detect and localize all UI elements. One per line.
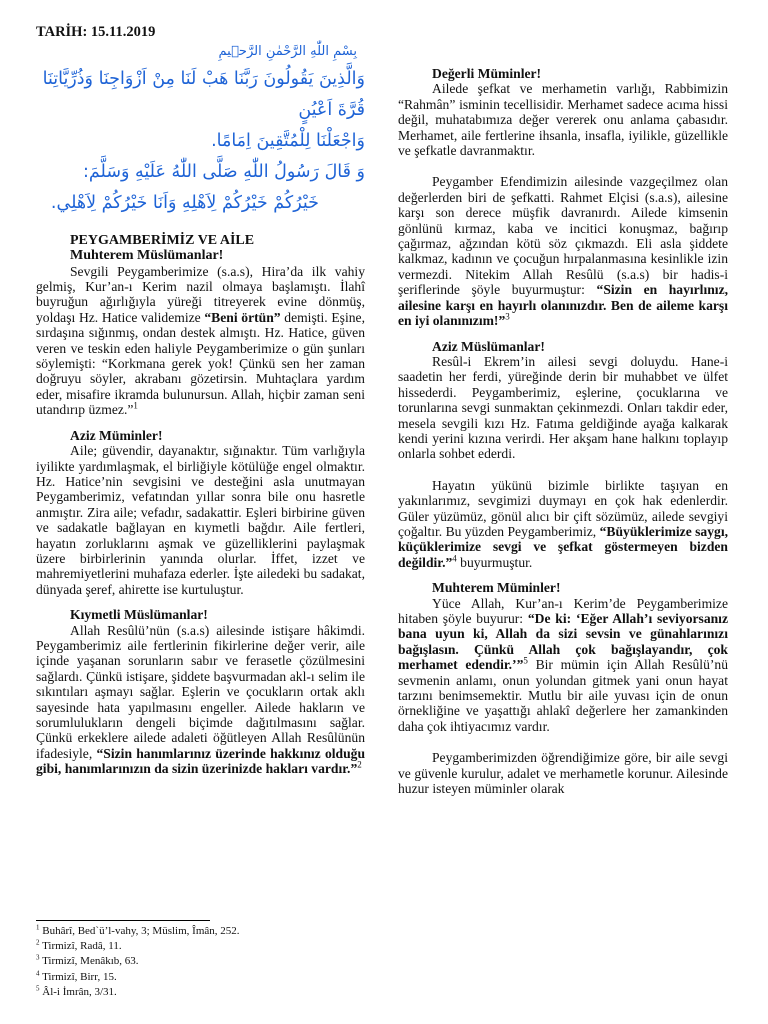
paragraph: Hayatın yükünü bizimle birlikte taşıyan en yakınlarımız, sevgimizi duymayı en çok hak edenlerdir. Güler yüzümüz, gönül alıcı bir çift sözümüz, ailede sevgiyi çoğaltır. Bu yüzden Peygamberimiz, “Büyüklerimize saygı, küçüklerimize sevgi ve şefkat göstermeyen bizden değildir.”$^4$ buyurmuştur. (398, 477, 728, 570)
section-heading: Aziz Müslümanlar! (432, 338, 545, 354)
section-heading: Muhterem Müminler! (432, 580, 561, 596)
paragraph: Peygamber Efendimizin ailesinde vazgeçilmez olan değerlerden biri de şefkatti. Rahmet Elçisi (s.a.s), ailesine karşı son derece müşfik davranırdı. Ailede kimsenin gönlünü kırmaz, kaba ve incitici konuşmaz, bağırıp çağırmaz, ağzından kötü söz çıkmazdı. Eli asla şiddete kalkmaz, kadının ve çocuğun hırpalanmasına kesinlikle izin vermezdi. Nitekim Allah Resûlü (s.a.s) bir hadis-i şeriflerinde şöyle buyurmuştur: “Sizin en hayırlınız, ailesine karşı en hayırlı olanınızdır. Ben de aileme karşı en iyi olanınızım!”$^3$ (398, 174, 729, 329)
footnote-ref: 1 (133, 400, 138, 411)
arabic-ayah-line-1: وَالَّذِينَ يَقُولُونَ رَبَّنَا هَبْ لَنَا مِنْ اَزْوَاجِنَا وَذُرِّيَّاتِنَا قُرَّةَ اَعْيُنٍ (42, 68, 365, 120)
arabic-block (36, 44, 365, 218)
footnotes (36, 924, 240, 1000)
paragraph: Resûl-i Ekrem’in ailesi sevgi doluydu. Hane-i saadetin her ferdi, yüreğinde derin bir muhabbet ve ülfet hissederdi. Peygamberimiz, eşlerine, çocuklarına ve torunlarına sevgi sunmaktan çekinmezdi. Onları takdir eder, mesela sevgili kızı Hz. Fatıma geldiğinde ayağa kalkarak kendi yerini kızına verirdi. Her akşam hane halkını toplayıp onlarla sohbet ederdi. (398, 353, 728, 462)
arabic-hadith-line-1: وَ قَالَ رَسُولُ اللّٰهِ صَلَّى اللّٰهُ عَلَيْهِ وَسَلَّمَ: (83, 161, 365, 182)
arabic-basmala: بِسْمِ اللّٰهِ الرَّحْمٰنِ الرَّح۪يمِ (218, 44, 357, 60)
paragraph: Yüce Allah, Kur’an-ı Kerim’de Peygamberimize hitaben şöyle buyurur: “De ki: ‘Eğer Allah’ı seviyorsanız bana uyun ki, Allah da sizi sevsin ve günahlarınızı bağışlasın. Çünkü Allah çok bağışlayandır, çok merhamet edendir.’”$^5$ Bir mümin için Allah Resûlü’nü sevmenin anlamı, onun yolundan gitmek yani onun hayat tarzını benimsemektir. Mutlu bir aile yuvası için de onun örnekliğine ve yaşattığı ahlakî değerlere her zamankinden daha çok ihtiyacımız vardır. (398, 595, 728, 734)
footnote-ref: 5 (523, 655, 528, 666)
right-column (398, 20, 728, 796)
arabic-hadith-line-2: خَيْرُكُمْ خَيْرُكُمْ لِاَهْلِهِ وَاَنَا خَيْرُكُمْ لِاَهْلِي. (50, 192, 319, 213)
sermon-title: PEYGAMBERİMİZ VE AİLE (70, 232, 255, 248)
paragraph: Sevgili Peygamberimize (s.a.s), Hira’da ilk vahiy gelmiş, Kur’an-ı Kerim nazil olmaya başlamıştı. İlahî buyruğun ağırlığıyla yüreği titreyerek evine dönmüş, yoldaşı Hz. Hatice validemize “Beni örtün” demişti. Eşine, sırdaşına sığınmış, ondan destek almıştı. Hz. Hatice, güven veren ve teskin eden haliyle Peygamberimize o gün şunları söylemişti: “Korkmana gerek yok! Çünkü sen her zaman doğruyu söyler, akrabanı gözetirsin. Muhtaçlara yardım eder, misafire ikramda bulunursun. Allah, hiçbir zaman seni utandırıp üzmez.”$^1$ (36, 263, 365, 418)
arabic-ayah-line-2: وَاجْعَلْنَا لِلْمُتَّقِينَ اِمَامًا. (211, 130, 365, 151)
left-column (36, 20, 365, 777)
section-heading: Muhterem Müslümanlar! (70, 248, 224, 264)
date-line: TARİH: 15.11.2019 (36, 24, 156, 40)
section-heading: Değerli Müminler! (432, 66, 542, 81)
footnote: $^4$ Tirmizî, Birr, 15. (36, 968, 117, 983)
section-heading: Kıymetli Müslümanlar! (70, 607, 208, 623)
footnote-ref: 2 (357, 759, 362, 770)
section-heading: Aziz Müminler! (70, 427, 163, 443)
paragraph: Ailede şefkat ve merhametin varlığı, Rabbimizin “Rahmân” isminin tecellisidir. Merhamet sadece acıma hissi değil, muhatabımıza değer vererek onu anlama çabasıdır. Merhamet, aile fertlerine ihsanla, insafla, iyilikle, güzellikle ve şefkatle davranmaktır. (398, 81, 728, 159)
footnote: $^2$ Tirmizî, Radâ, 11. (36, 938, 122, 953)
footnote: $^5$ Âl-i İmrân, 3/31. (36, 984, 117, 998)
footnote-ref: 4 (452, 553, 457, 564)
paragraph: Allah Resûlü’nün (s.a.s) ailesinde istişare hâkimdi. Peygamberimiz aile fertlerinin fikirlerine değer verir, aile içinde yaşanan sorunların sabır ve ferasetle çözülmesini sağlardı. Çünkü istişare, şiddete başvurmadan akl-ı selim ile sıkıntıları aşmayı sağlar. Eşlerin ve çocukların ortak aklı sayesinde hata yapılmasını engeller. Ailede hakların ve sorumlulukların dengeli biçimde dağıtılmasını sağlar. Çünkü erkeklere ailede adaleti öğütleyen Allah Resûlünün ifadesiyle, “Sizin hanımlarınız üzerinde hakkınız olduğu gibi, hanımlarınızın da sizin üzerinizde hakları vardır.”$^2$ (36, 622, 366, 777)
footnote-divider (36, 920, 210, 921)
footnote-ref: 3 (505, 311, 510, 322)
paragraph: Peygamberimizden öğrendiğimize göre, bir aile sevgi ve güvenle kurulur, adalet ve merhametle korunur. Ailesinde huzur isteyen müminler olarak (398, 750, 728, 797)
footnote: $^1$ Buhârî, Bed`ü’l-vahy, 3; Müslim, Îmân, 252. (36, 923, 240, 937)
paragraph: Aile; güvendir, dayanaktır, sığınaktır. Tüm varlığıyla iyilikte yardımlaşmak, el birliğiyle kötülüğe engel olmaktır. Hz. Hatice’nin sevgisini ve desteğini asla unutmayan Peygamberimiz, vefatından yıllar sonra bile onu hasretle anmıştır. Zira aile; vefadır, sadakattir. Eşleri birbirine güven ve sadakatle bağlayan en kıymetli bağdır. Aile fertleri, hayatın zorluklarını aşmak ve güzelliklerini paylaşmak üzere birbirlerinin yanında olurlar. İffet, izzet ve mahremiyetlerini muhafaza ederler. İşte ailedeki bu sadakat, dünyada şeref, ahirette ise kurtuluştur. (36, 443, 365, 597)
footnote: $^3$ Tirmizî, Menâkıb, 63. (36, 953, 139, 968)
